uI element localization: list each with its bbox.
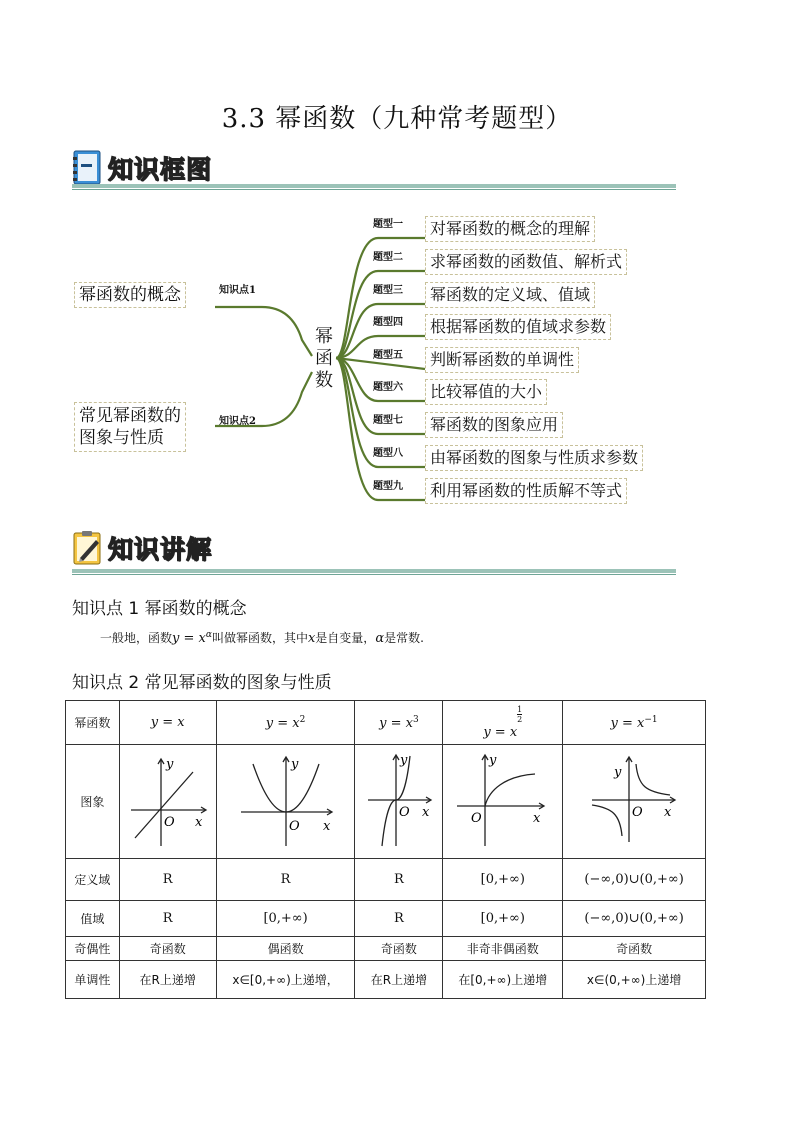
- function-cell: [563, 701, 706, 745]
- kp1-title: 知识点 1 幂函数的概念: [72, 599, 247, 619]
- branch-tag: 题型五: [373, 350, 403, 361]
- graph-y-equals-sqrt-x: [453, 750, 553, 850]
- branch-box: 幂函数的定义域、值域: [425, 282, 595, 308]
- branch-box: 判断幂函数的单调性: [425, 347, 579, 373]
- row-header: 单调性: [66, 961, 120, 999]
- graph-y-equals-x-inverse: [584, 750, 684, 850]
- table-row: [66, 859, 706, 901]
- def-alpha: α: [375, 631, 385, 646]
- range-cell: [0,+∞): [443, 901, 563, 937]
- domain-cell: (−∞,0)∪(0,+∞): [563, 859, 706, 901]
- row-header: 图象: [66, 745, 120, 859]
- branch-box: 对幂函数的概念的理解: [425, 216, 595, 242]
- branch-tag: 题型六: [373, 382, 403, 393]
- parity-cell: 偶函数: [216, 937, 355, 961]
- mindmap-node-line2: 图象与性质: [79, 428, 164, 448]
- func-exp-fraction: [517, 705, 522, 724]
- row-header: 定义域: [66, 859, 120, 901]
- branch-box: 根据幂函数的值域求参数: [425, 314, 611, 340]
- branch-tag: 题型二: [373, 252, 403, 263]
- kp1-definition: [100, 629, 424, 646]
- axis-y-label: y: [290, 757, 298, 772]
- def-text: 一般地，函数: [100, 631, 173, 645]
- branch-tag: 题型三: [373, 285, 403, 296]
- monotonicity-cell: 在[0,+∞)上递增: [443, 961, 563, 999]
- graph-y-equals-x-squared: [231, 750, 341, 850]
- domain-cell: R: [216, 859, 355, 901]
- branch-tag: 题型八: [373, 448, 403, 459]
- mindmap-center-node: [314, 326, 334, 392]
- table-row: [66, 901, 706, 937]
- axis-y-label: y: [165, 757, 174, 772]
- range-cell: (−∞,0)∪(0,+∞): [563, 901, 706, 937]
- mindmap-node-graph-properties: [74, 402, 186, 452]
- clipboard-pen-icon: [72, 530, 104, 566]
- def-formula: y = x: [172, 631, 206, 646]
- origin-label: O: [632, 805, 643, 820]
- function-cell: [216, 701, 355, 745]
- row-header: 值域: [66, 901, 120, 937]
- function-cell: [119, 701, 216, 745]
- axis-x-label: x: [664, 805, 672, 820]
- func-exp: 3: [412, 714, 419, 725]
- section-divider-thin: [72, 574, 676, 575]
- table-row: [66, 937, 706, 961]
- table-row: [66, 745, 706, 859]
- table-row: [66, 701, 706, 745]
- func-base: y = x: [150, 715, 185, 730]
- section-heading-text: 知识讲解: [108, 535, 213, 564]
- origin-label: O: [398, 805, 410, 820]
- def-exponent: α: [205, 630, 212, 640]
- axis-x-label: x: [194, 815, 203, 830]
- mindmap-tag-kp2: 知识点2: [219, 416, 256, 427]
- domain-cell: R: [355, 859, 443, 901]
- range-cell: [0,+∞): [216, 901, 355, 937]
- monotonicity-cell: 在R上递增: [119, 961, 216, 999]
- kp2-title: 知识点 2 常见幂函数的图象与性质: [72, 673, 332, 693]
- mindmap-node-concept: 幂函数的概念: [74, 282, 186, 308]
- def-text: 是自变量，: [315, 631, 376, 645]
- section-heading-text: 知识框图: [108, 155, 213, 184]
- def-text: 是常数.: [384, 631, 424, 645]
- origin-label: O: [470, 811, 482, 826]
- function-cell: [443, 701, 563, 745]
- func-base: y = x: [265, 715, 300, 731]
- graph-y-equals-x-cubed: [364, 750, 434, 850]
- branch-tag: 题型九: [373, 481, 403, 492]
- mindmap-node-line1: 常见幂函数的: [79, 406, 181, 426]
- axis-y-label: y: [488, 753, 497, 768]
- func-exp: 2: [299, 714, 306, 725]
- range-cell: R: [355, 901, 443, 937]
- def-text: 叫做幂函数，其中: [211, 631, 308, 645]
- range-cell: R: [119, 901, 216, 937]
- branch-tag: 题型七: [373, 415, 403, 426]
- func-base: y = x: [483, 725, 518, 740]
- section-heading-explanation: [72, 528, 212, 568]
- parity-cell: 奇函数: [119, 937, 216, 961]
- axis-x-label: x: [532, 811, 541, 826]
- graph-cell: [443, 745, 563, 859]
- parity-cell: 非奇非偶函数: [443, 937, 563, 961]
- graph-cell: [563, 745, 706, 859]
- graph-cell: [355, 745, 443, 859]
- frac-den: 2: [517, 715, 523, 724]
- frac-num: 1: [517, 705, 523, 714]
- func-base: y = x: [379, 715, 413, 731]
- branch-box: 利用幂函数的性质解不等式: [425, 478, 627, 504]
- axis-y-label: y: [614, 765, 622, 780]
- func-exp: −1: [644, 714, 658, 725]
- branch-tag: 题型四: [373, 317, 403, 328]
- row-header: 幂函数: [66, 701, 120, 745]
- branch-box: 由幂函数的图象与性质求参数: [425, 445, 643, 471]
- axis-x-label: x: [421, 805, 430, 820]
- parity-cell: 奇函数: [563, 937, 706, 961]
- center-char: 幂: [315, 326, 333, 347]
- section-divider: [72, 569, 676, 573]
- axis-x-label: x: [322, 819, 330, 834]
- row-header: 奇偶性: [66, 937, 120, 961]
- graph-cell: [119, 745, 216, 859]
- branch-box: 求幂函数的函数值、解析式: [425, 249, 627, 275]
- monotonicity-cell: x∈[0,+∞)上递增，: [216, 961, 355, 999]
- domain-cell: [0,+∞): [443, 859, 563, 901]
- page-title: 3.3 幂函数（九种常考题型）: [221, 104, 573, 134]
- branch-tag: 题型一: [373, 219, 403, 230]
- domain-cell: R: [119, 859, 216, 901]
- center-char: 数: [315, 370, 333, 391]
- origin-label: O: [288, 819, 300, 834]
- mindmap-tag-kp1: 知识点1: [219, 285, 256, 296]
- def-var: x: [307, 631, 316, 646]
- monotonicity-cell: x∈(0,+∞)上递增: [563, 961, 706, 999]
- graph-y-equals-x: [123, 750, 213, 850]
- power-function-table: [65, 700, 706, 999]
- parity-cell: 奇函数: [355, 937, 443, 961]
- graph-cell: [216, 745, 355, 859]
- function-cell: [355, 701, 443, 745]
- branch-box: 幂函数的图象应用: [425, 412, 563, 438]
- branch-box: 比较幂值的大小: [425, 379, 547, 405]
- origin-label: O: [163, 815, 175, 830]
- axis-y-label: y: [399, 753, 408, 768]
- monotonicity-cell: 在R上递增: [355, 961, 443, 999]
- func-base: y = x: [610, 715, 645, 731]
- center-char: 函: [315, 348, 333, 369]
- table-row: [66, 961, 706, 999]
